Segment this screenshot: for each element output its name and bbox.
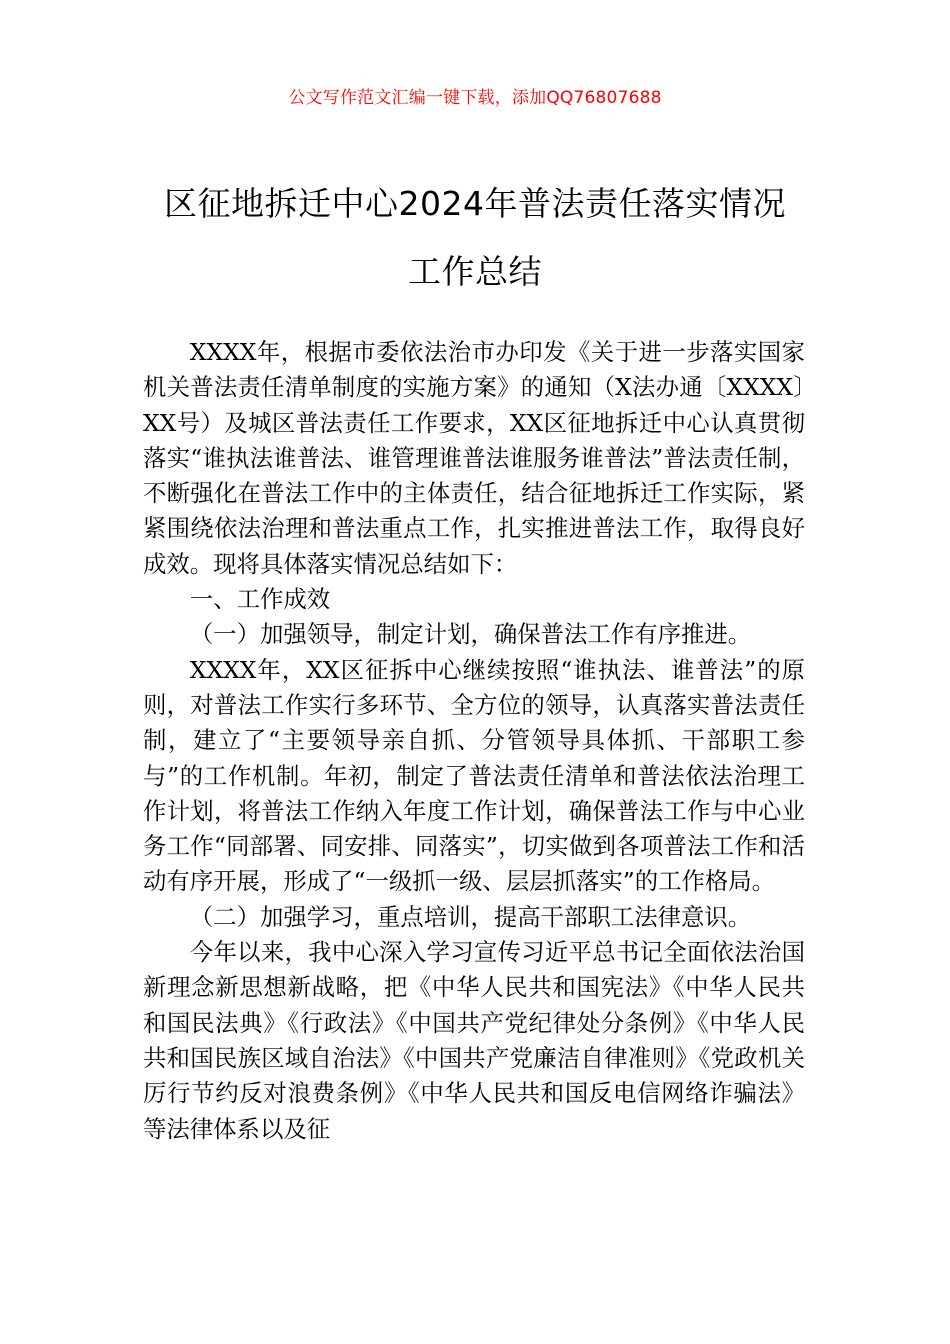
download-banner: 公文写作范文汇编一键下载，添加QQ76807688	[288, 88, 662, 108]
intro-paragraph: XXXX年，根据市委依法治市办印发《关于进一步落实国家机关普法责任清单制度的实施方案》的通知（X法办通〔XXXX〕XX号）及城区普法责任工作要求，XX区征地拆迁中心认真贯彻落实“谁执法谁普法、谁管理谁普法谁服务谁普法”普法责任制，不断强化在普法工作中的主体责任，结合征地拆迁工作实际，紧紧围绕依法治理和普法重点工作，扎实推进普法工作，取得良好成效。现将具体落实情况总结如下：	[143, 338, 805, 578]
section-heading-achievements: 一、工作成效	[189, 585, 331, 614]
document-body	[143, 335, 805, 1147]
body-paragraph-2: 今年以来，我中心深入学习宣传习近平总书记全面依法治国新理念新思想新战略，把《中华人民共和国宪法》《中华人民共和国民法典》《行政法》《中国共产党纪律处分条例》《中华人民共和国民族区域自治法》《中国共产党廉洁自律准则》《党政机关厉行节约反对浪费条例》《中华人民共和国反电信网络诈骗法》等法律体系以及征	[143, 938, 805, 1143]
subsection-heading-2: （二）加强学习，重点培训，提高干部职工法律意识。	[189, 902, 752, 931]
document-title-line-1: 区征地拆迁中心2024年普法责任落实情况	[164, 184, 786, 223]
document-title-line-2: 工作总结	[408, 252, 542, 291]
body-paragraph-1: XXXX年，XX区征拆中心继续按照“谁执法、谁普法”的原则，对普法工作实行多环节、全方位的领导，认真落实普法责任制，建立了“主要领导亲自抓、分管领导具体抓、干部职工参与”的工作机制。年初，制定了普法责任清单和普法依法治理工作计划，将普法工作纳入年度工作计划，确保普法工作与中心业务工作“同部署、同安排、同落实”，切实做到各项普法工作和活动有序开展，形成了“一级抓一级、层层抓落实”的工作格局。	[143, 655, 805, 896]
subsection-heading-1: （一）加强领导，制定计划，确保普法工作有序推进。	[189, 620, 752, 649]
